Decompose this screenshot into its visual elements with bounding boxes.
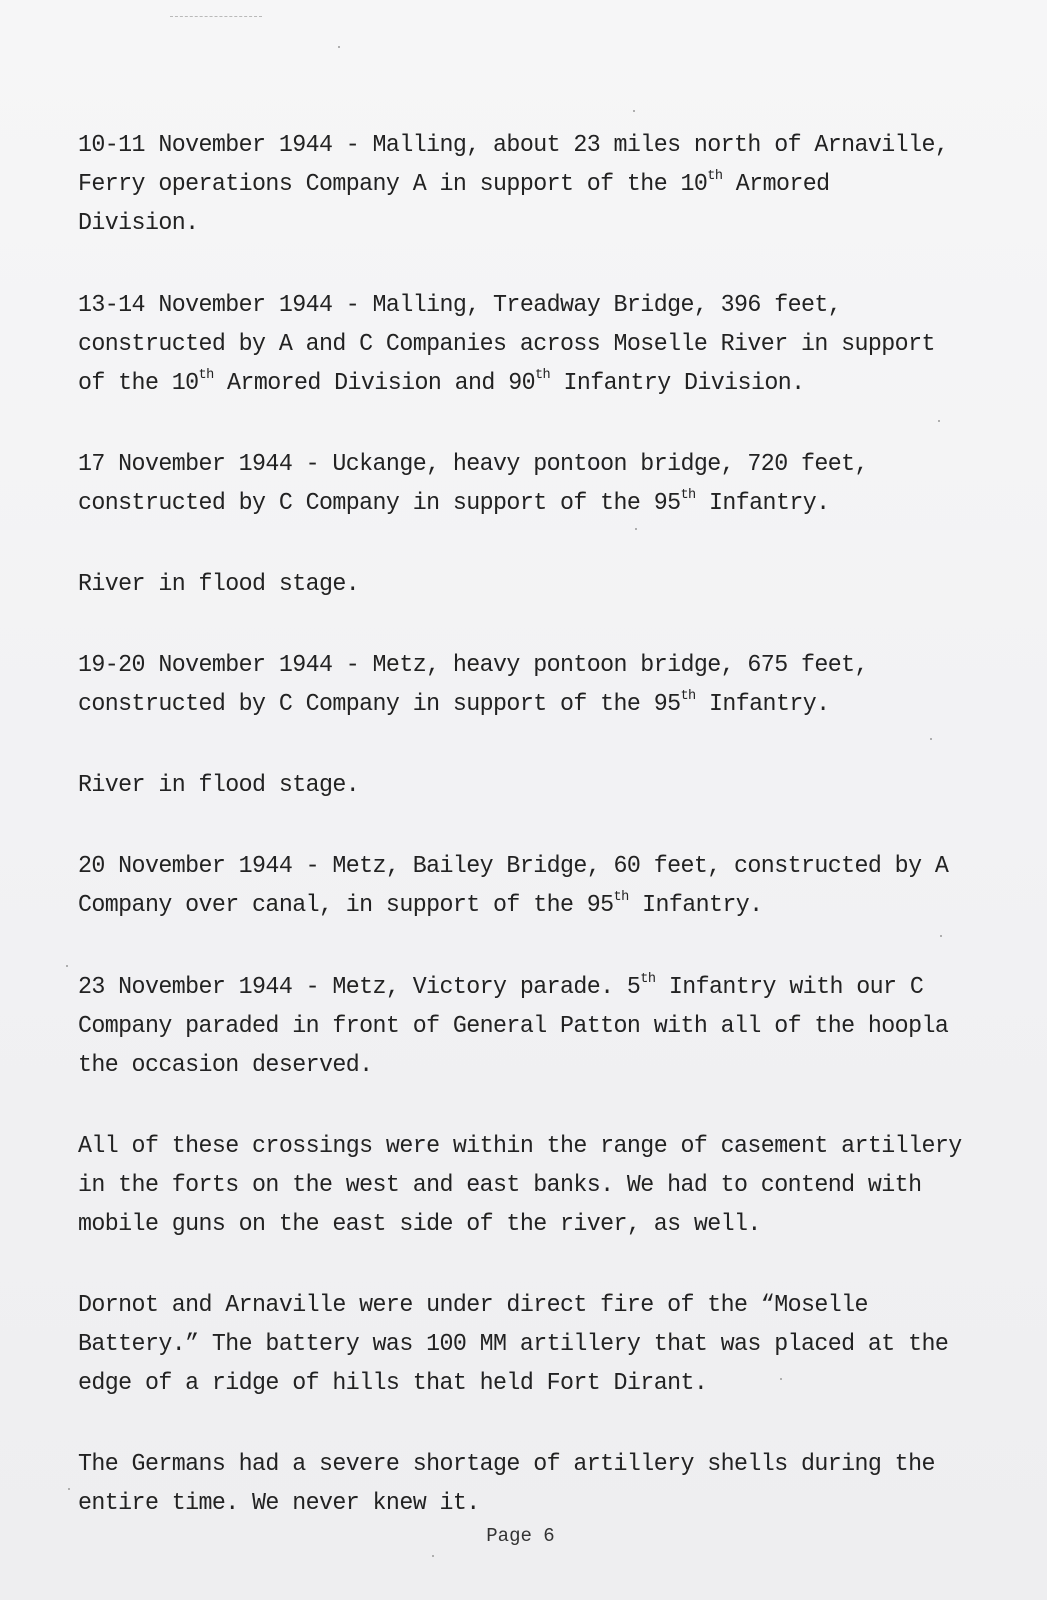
text-line: in the forts on the west and east banks. We had to contend with	[78, 1172, 922, 1199]
scan-mark	[170, 16, 262, 19]
paragraph-gap	[78, 1085, 903, 1127]
document-body	[78, 126, 962, 1523]
paragraph	[78, 847, 949, 925]
scan-speck	[940, 935, 942, 937]
scan-speck	[432, 1555, 434, 1557]
text-line: 19-20 November 1944 - Metz, heavy pontoon bridge, 675 feet,	[78, 652, 868, 679]
text-line: of the 10th Armored Division and 90th Infantry Division.	[78, 367, 805, 397]
paragraph-gap	[78, 925, 903, 968]
text-line: Company over canal, in support of the 95th Infantry.	[78, 889, 763, 919]
paragraph-gap	[78, 1403, 903, 1445]
text-line: 20 November 1944 - Metz, Bailey Bridge, 60 feet, constructed by A	[78, 853, 949, 880]
page-number: Page 6	[486, 1525, 555, 1547]
text-line: constructed by C Company in support of the 95th Infantry.	[78, 688, 830, 718]
paragraph-gap	[78, 1244, 903, 1286]
paragraph	[78, 968, 949, 1085]
scan-speck	[780, 1378, 782, 1380]
text-line: Division.	[78, 210, 199, 237]
scan-speck	[938, 420, 940, 422]
scan-speck	[338, 46, 340, 48]
text-line: constructed by A and C Companies across Moselle River in support	[78, 331, 935, 358]
text-line: Ferry operations Company A in support of the 10th Armored	[78, 168, 830, 198]
paragraph	[78, 286, 935, 403]
paragraph	[78, 646, 903, 724]
text-line: Dornot and Arnaville were under direct fire of the “Moselle	[78, 1292, 868, 1319]
scan-speck	[633, 110, 635, 112]
paragraph	[78, 766, 903, 805]
scan-speck	[66, 965, 68, 967]
paragraph-gap	[78, 243, 903, 286]
paragraph	[78, 126, 949, 243]
paragraph-gap	[78, 805, 903, 847]
text-line: 23 November 1944 - Metz, Victory parade. 5th Infantry with our C	[78, 971, 924, 1001]
text-line: River in flood stage.	[78, 772, 360, 799]
text-line: The Germans had a severe shortage of artillery shells during the	[78, 1451, 935, 1478]
paragraph-gap	[78, 403, 903, 445]
paragraph	[78, 445, 903, 523]
paragraph-gap	[78, 523, 903, 565]
paragraph	[78, 1286, 949, 1403]
scan-speck	[68, 1488, 70, 1490]
text-line: 13-14 November 1944 - Malling, Treadway Bridge, 396 feet,	[78, 292, 842, 319]
paragraph-gap	[78, 604, 903, 646]
text-line: entire time. We never knew it.	[78, 1490, 480, 1517]
text-line: River in flood stage.	[78, 571, 360, 598]
text-line: All of these crossings were within the range of casement artillery	[78, 1133, 962, 1160]
text-line: edge of a ridge of hills that held Fort Dirant.	[78, 1370, 708, 1397]
text-line: constructed by C Company in support of the 95th Infantry.	[78, 487, 830, 517]
text-line: Battery.” The battery was 100 MM artillery that was placed at the	[78, 1331, 949, 1358]
paragraph	[78, 1127, 962, 1244]
text-line: 17 November 1944 - Uckange, heavy pontoon bridge, 720 feet,	[78, 451, 868, 478]
scan-speck	[930, 738, 932, 740]
paragraph	[78, 1445, 935, 1523]
text-line: Company paraded in front of General Patton with all of the hoopla	[78, 1013, 949, 1040]
scan-speck	[635, 528, 637, 530]
text-line: mobile guns on the east side of the river, as well.	[78, 1211, 761, 1238]
text-line: the occasion deserved.	[78, 1052, 373, 1079]
paragraph-gap	[78, 724, 903, 766]
paragraph	[78, 565, 903, 604]
text-line: 10-11 November 1944 - Malling, about 23 miles north of Arnaville,	[78, 132, 949, 159]
